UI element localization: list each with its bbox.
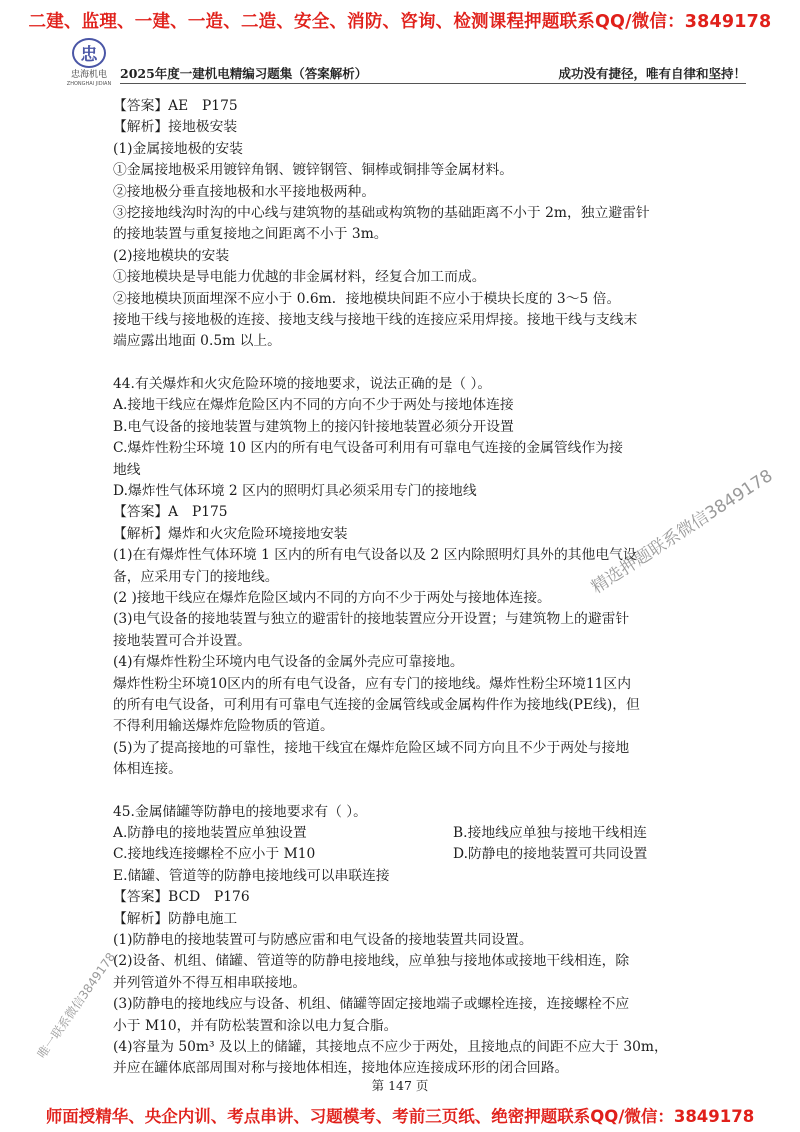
logo-mark: 忠 — [72, 38, 106, 68]
text-line: ①金属接地极采用镀锌角钢、镀锌钢管、铜棒或铜排等金属材料。 — [113, 162, 514, 179]
text-line: (5)为了提高接地的可靠性，接地干线宜在爆炸危险区域不同方向且不少于两处与接地 — [113, 739, 630, 756]
text-line: (3)电气设备的接地装置与独立的避雷针的接地装置应分开设置；与建筑物上的避雷针 — [113, 611, 630, 628]
text-line: 并列管道外不得互相串联接地。 — [113, 974, 307, 991]
option-row — [113, 844, 683, 865]
watermark: 精选押题联系微信3849178 — [587, 465, 777, 598]
text-line: ③挖接地线沟时沟的中心线与建筑物的基础或构筑物的基础距离不小于 2m，独立避雷针 — [113, 205, 650, 222]
text-line: (2)设备、机组、储罐、管道等的防静电接地线，应单独与接地体或接地干线相连，除 — [113, 953, 630, 970]
option-d: D.爆炸性气体环境 2 区内的照明灯具必须采用专门的接地线 — [113, 482, 477, 499]
text-line: ②接地模块顶面埋深不应小于 0.6m．接地模块间距不应小于模块长度的 3～5 倍。 — [113, 290, 621, 307]
text-line: 并应在罐体底部周围对称与接地体相连，接地体应连接成环形的闭合回路。 — [113, 1060, 569, 1077]
answer-line: 【答案】A P175 — [113, 504, 228, 521]
text-line: ①接地模块是导电能力优越的非金属材料，经复合加工而成。 — [113, 269, 486, 286]
logo — [66, 38, 112, 86]
logo-text: 忠海机电 — [70, 70, 107, 80]
text-line: 备，应采用专门的接地线。 — [113, 568, 279, 585]
text-line: 爆炸性粉尘环境10区内的所有电气设备，应有专门的接地线。爆炸性粉尘环境11区内 — [113, 675, 632, 692]
option-b: B.电气设备的接地装置与建筑物上的接闪针接地装置必须分开设置 — [113, 418, 514, 435]
option-d: D.防静电的接地装置可共同设置 — [453, 846, 648, 863]
answer-line: 【答案】BCD P176 — [113, 889, 250, 906]
question-45-stem: 45.金属储罐等防静电的接地要求有（ ）。 — [113, 803, 367, 820]
analysis-title: 【解析】接地极安装 — [113, 119, 238, 136]
header-motto: 成功没有捷径，唯有自律和坚持！ — [558, 66, 746, 81]
option-c-cont: 地线 — [113, 461, 141, 478]
text-line: ②接地极分垂直接地极和水平接地极两种。 — [113, 183, 376, 200]
top-banner: 二建、监理、一建、一造、二造、安全、消防、咨询、检测课程押题联系QQ/微信：3849178 — [28, 12, 772, 32]
option-row — [113, 823, 683, 844]
text-line: 体相连接。 — [113, 761, 182, 778]
text-line: 不得利用输送爆炸危险物质的管道。 — [113, 718, 334, 735]
logo-subtext: ZHONGHAI JIDIAN — [66, 81, 112, 87]
analysis-title: 【解析】防静电施工 — [113, 910, 238, 927]
page-number: 第 147 页 — [371, 1078, 429, 1093]
text-line: (1)金属接地极的安装 — [113, 140, 243, 157]
document-title: 2025年度一建机电精编习题集（答案解析） — [120, 66, 368, 81]
text-line: 的所有电气设备，可利用有可靠电气连接的金属管线或金属构件作为接地线(PE线)，但 — [113, 696, 640, 713]
option-c: C.爆炸性粉尘环境 10 区内的所有电气设备可利用有可靠电气连接的金属管线作为接 — [113, 440, 623, 457]
option-a: A.防静电的接地装置应单独设置 — [113, 825, 307, 841]
text-line: (2)接地模块的安装 — [113, 247, 230, 264]
text-line: (1)在有爆炸性气体环境 1 区内的所有电气设备以及 2 区内除照明灯具外的其他电气设 — [113, 547, 637, 564]
answer-line: 【答案】AE P175 — [113, 98, 238, 114]
text-line: (4)容量为 50m³ 及以上的储罐，其接地点不应少于两处，且接地点的间距不应大于 30m， — [113, 1039, 668, 1056]
text-line: (1)防静电的接地装置可与防感应雷和电气设备的接地装置共同设置。 — [113, 932, 533, 949]
text-line: 小于 M10，并有防松装置和涂以电力复合脂。 — [113, 1017, 398, 1034]
header-divider — [120, 83, 746, 84]
question-44-stem: 44.有关爆炸和火灾危险环境的接地要求，说法正确的是（ ）。 — [113, 375, 492, 392]
watermark: 唯一联系微信3849178 — [34, 950, 119, 1061]
text-line: (2 )接地干线应在爆炸危险区域内不同的方向不少于两处与接地体连接。 — [113, 589, 551, 606]
page-header — [66, 38, 746, 88]
bottom-banner: 师面授精华、央企内训、考点串讲、习题模考、考前三页纸、绝密押题联系QQ/微信：3849178 — [45, 1107, 755, 1126]
text-line: 的接地装置与重复接地之间距离不小于 3m。 — [113, 226, 388, 243]
text-line: 接地干线与接地极的连接、接地支线与接地干线的连接应采用焊接。接地干线与支线末 — [113, 312, 638, 329]
text-line: (3)防静电的接地线应与设备、机组、储罐等固定接地端子或螺栓连接，连接螺栓不应 — [113, 996, 630, 1013]
option-c: C.接地线连接螺栓不应小于 M10 — [113, 846, 316, 863]
option-e: E.储罐、管道等的防静电接地线可以串联连接 — [113, 867, 390, 884]
text-line: (4)有爆炸性粉尘环境内电气设备的金属外壳应可靠接地。 — [113, 654, 464, 671]
text-line: 接地装置可合并设置。 — [113, 632, 251, 649]
text-line: 端应露出地面 0.5m 以上。 — [113, 333, 281, 350]
option-a: A.接地干线应在爆炸危险区内不同的方向不少于两处与接地体连接 — [113, 397, 514, 414]
analysis-title: 【解析】爆炸和火灾危险环境接地安装 — [113, 525, 348, 542]
option-b: B.接地线应单独与接地干线相连 — [453, 825, 647, 841]
